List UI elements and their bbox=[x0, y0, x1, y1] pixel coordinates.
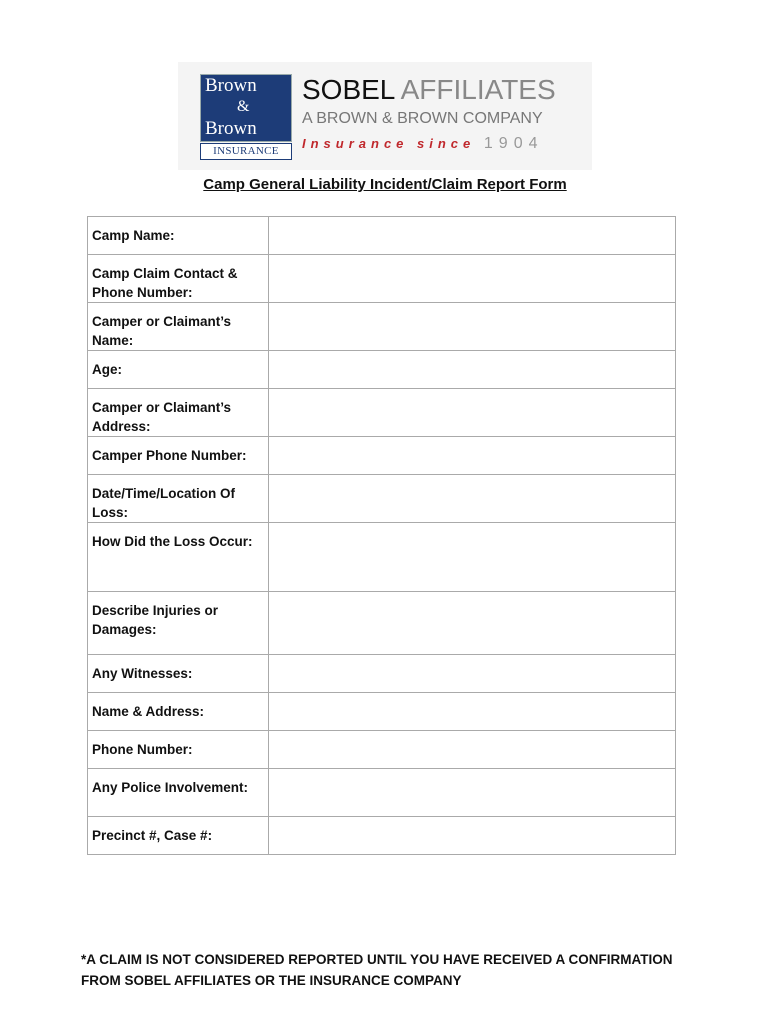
logo-since: Insurance since bbox=[302, 136, 476, 151]
field-label: Camper or Claimant’s Name: bbox=[88, 303, 269, 351]
form-row bbox=[88, 255, 676, 303]
field-input[interactable] bbox=[269, 592, 676, 655]
field-label: Camper or Claimant’s Address: bbox=[88, 389, 269, 437]
field-label: Date/Time/Location Of Loss: bbox=[88, 475, 269, 523]
field-input[interactable] bbox=[269, 475, 676, 523]
field-input[interactable] bbox=[269, 655, 676, 693]
form-row bbox=[88, 592, 676, 655]
form-row bbox=[88, 693, 676, 731]
note-line: *A CLAIM IS NOT CONSIDERED REPORTED UNTIL YOU HAVE RECEIVED A CONFIRMATION bbox=[81, 952, 673, 967]
logo-text: Brown bbox=[205, 118, 257, 139]
field-input[interactable] bbox=[269, 523, 676, 592]
logo-text: Brown bbox=[205, 75, 257, 96]
field-input[interactable] bbox=[269, 437, 676, 475]
field-label: Name & Address: bbox=[88, 693, 269, 731]
form-row bbox=[88, 655, 676, 693]
field-label: Precinct #, Case #: bbox=[88, 817, 269, 855]
field-input[interactable] bbox=[269, 351, 676, 389]
field-label: Camper Phone Number: bbox=[88, 437, 269, 475]
form-row bbox=[88, 303, 676, 351]
field-input[interactable] bbox=[269, 389, 676, 437]
form-row bbox=[88, 351, 676, 389]
field-input[interactable] bbox=[269, 731, 676, 769]
field-label: Any Witnesses: bbox=[88, 655, 269, 693]
field-input[interactable] bbox=[269, 693, 676, 731]
company-logo bbox=[178, 62, 592, 170]
field-label: Phone Number: bbox=[88, 731, 269, 769]
note-line: FROM SOBEL AFFILIATES OR THE INSURANCE COMPANY bbox=[81, 973, 462, 988]
field-label: How Did the Loss Occur: bbox=[88, 523, 269, 592]
logo-insurance-text: INSURANCE bbox=[200, 143, 292, 160]
field-label: Camp Claim Contact & Phone Number: bbox=[88, 255, 269, 303]
logo-affiliates: AFFILIATES bbox=[400, 74, 556, 105]
logo-sobel-affiliates bbox=[302, 74, 556, 106]
form-row bbox=[88, 731, 676, 769]
logo-year: 1904 bbox=[483, 135, 544, 152]
footer-note bbox=[81, 949, 673, 991]
form-row bbox=[88, 769, 676, 817]
field-input[interactable] bbox=[269, 255, 676, 303]
logo-tagline bbox=[302, 134, 544, 154]
logo-text: & bbox=[237, 98, 250, 115]
field-input[interactable] bbox=[269, 217, 676, 255]
form-row bbox=[88, 437, 676, 475]
form-row bbox=[88, 475, 676, 523]
logo-sobel: SOBEL bbox=[302, 74, 395, 105]
claim-form-table bbox=[87, 216, 676, 855]
field-input[interactable] bbox=[269, 303, 676, 351]
field-label: Any Police Involvement: bbox=[88, 769, 269, 817]
form-title: Camp General Liability Incident/Claim Report Form bbox=[203, 176, 567, 193]
brown-brown-logo-mark bbox=[200, 74, 292, 142]
field-label: Describe Injuries or Damages: bbox=[88, 592, 269, 655]
form-row bbox=[88, 523, 676, 592]
field-label: Age: bbox=[88, 351, 269, 389]
field-label: Camp Name: bbox=[88, 217, 269, 255]
logo-company: A BROWN & BROWN COMPANY bbox=[302, 110, 543, 127]
form-row bbox=[88, 817, 676, 855]
form-row bbox=[88, 217, 676, 255]
field-input[interactable] bbox=[269, 769, 676, 817]
field-input[interactable] bbox=[269, 817, 676, 855]
form-row bbox=[88, 389, 676, 437]
